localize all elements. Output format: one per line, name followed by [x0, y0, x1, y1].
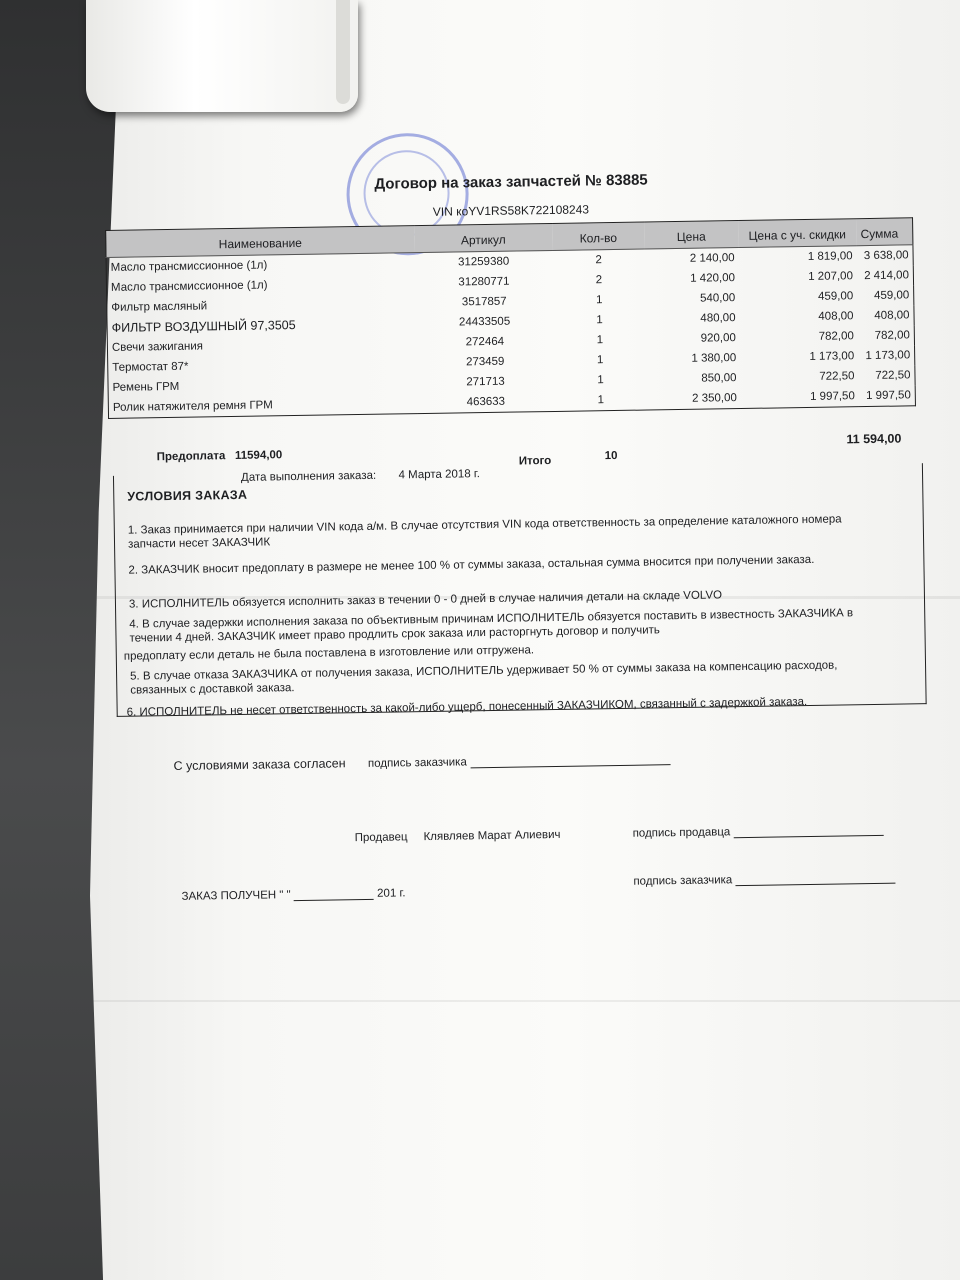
row-sum: 782,00 — [858, 325, 915, 346]
row-name: Свечи зажигания — [107, 333, 416, 358]
row-name: Ремень ГРМ — [108, 373, 417, 398]
row-price: 480,00 — [700, 312, 736, 325]
row-discount: 408,00 — [818, 310, 854, 323]
total-qty: 10 — [604, 449, 618, 463]
parts-table — [105, 217, 916, 419]
seller-label: Продавец — [354, 831, 408, 845]
customer-sign2-label: подпись заказчика — [633, 874, 733, 888]
date-label: Дата выполнения заказа: — [240, 469, 377, 484]
row-price: 2 350,00 — [647, 388, 741, 410]
received-label: ЗАКАЗ ПОЛУЧЕН " " — [181, 889, 291, 903]
header-sum: Сумма — [856, 218, 913, 246]
prepayment — [157, 449, 283, 463]
row-price: 1 380,00 — [691, 352, 737, 365]
condition-5: 5. В случае отказа ЗАКАЗЧИКА от получения заказа, ИСПОЛНИТЕЛЬ удерживает 50 % от суммы заказа на компенсацию расходов, связанных с доставкой заказа. — [130, 659, 838, 697]
seller-sign-label: подпись продавца — [632, 826, 731, 840]
total-label: Итого — [518, 455, 552, 468]
row-name: Масло трансмиссионное (1л) — [106, 273, 415, 298]
row-price: 2 140,00 — [689, 252, 735, 265]
row-article: 273459 — [465, 355, 505, 369]
order-document — [104, 147, 956, 930]
header-article: Артикул — [414, 223, 552, 252]
condition-6: 6. ИСПОЛНИТЕЛЬ не несет ответственность за какой-либо ущерб, понесенный ЗАКАЗЧИКОМ, связанный с задержкой заказа. — [126, 696, 808, 719]
vin-label: VIN ко — [432, 204, 469, 219]
row-article: 272464 — [465, 335, 505, 349]
prepayment-label: Предоплата — [156, 450, 226, 464]
condition-2: 2. ЗАКАЗЧИК вносит предоплату в размере не менее 100 % от суммы заказа, остальная сумма вносится при получении заказа. — [128, 553, 815, 577]
row-sum: 459,00 — [857, 285, 914, 306]
seller-name: Клявляев Марат Алиевич — [423, 828, 561, 844]
row-price: 1 420,00 — [690, 272, 736, 285]
header-discount: Цена с уч. скидки — [738, 219, 856, 248]
row-discount: 459,00 — [817, 290, 854, 303]
row-name: Масло трансмиссионное (1л) — [106, 253, 415, 278]
row-sum: 408,00 — [857, 305, 914, 326]
order-received — [181, 887, 405, 903]
row-discount: 782,00 — [818, 330, 854, 343]
agree-text: С условиями заказа согласен — [173, 756, 346, 773]
customer-sign-label: подпись заказчика — [367, 756, 467, 770]
condition-3: 3. ИСПОЛНИТЕЛЬ обязуется исполнить заказ в течении 0 - 0 дней в случае наличия детали на складе VOLVO — [128, 589, 723, 611]
row-article: 31259380 — [457, 255, 510, 269]
row-discount: 1 207,00 — [808, 270, 854, 283]
prepayment-value: 11594,00 — [234, 449, 283, 462]
row-sum: 1 997,50 — [859, 385, 916, 406]
customer-sign-line — [470, 764, 670, 768]
row-sum: 1 173,00 — [858, 345, 915, 366]
document-title: Договор на заказ запчастей № 83885 — [374, 171, 648, 193]
row-qty: 1 — [596, 354, 604, 367]
row-article: 463633 — [417, 391, 555, 414]
condition-4: 4. В случае задержки исполнения заказа по объективным причинам ИСПОЛНИТЕЛЬ обязуется поставить в известность ЗАКАЗЧИКА в течении 4 дней. ЗАКАЗЧИК имеет право продлить срок заказа или расторгнуть договор и получить — [129, 607, 854, 645]
row-qty: 1 — [555, 390, 647, 412]
header-name: Наименование — [106, 226, 415, 258]
condition-4-continued: предоплату если деталь не была поставлена в изготовление или отгружена. — [123, 644, 535, 663]
row-sum: 722,50 — [858, 365, 915, 386]
row-sum: 3 638,00 — [856, 245, 913, 266]
seller-sign-line — [734, 835, 884, 838]
seller-sign — [633, 824, 884, 840]
row-qty: 2 — [595, 274, 603, 287]
condition-1: 1. Заказ принимается при наличии VIN кода а/м. В случае отсутствия VIN кода ответственность за определение каталожного номера запчасти несет ЗАКАЗЧИК — [127, 513, 842, 551]
total-sum: 11 594,00 — [846, 431, 902, 447]
row-qty: 2 — [595, 254, 602, 267]
seller-line — [355, 829, 561, 844]
row-article: 3517857 — [461, 295, 507, 309]
row-name: ФИЛЬТР ВОЗДУШНЫЙ 97,3505 — [107, 313, 416, 338]
row-discount: 722,50 — [819, 370, 855, 383]
received-date-line — [294, 899, 374, 901]
receipt-roll — [86, 0, 358, 112]
row-article: 271713 — [466, 375, 505, 389]
fold-line — [90, 1000, 960, 1002]
customer-sign2-line — [736, 883, 896, 887]
header-qty: Кол-во — [552, 222, 644, 250]
row-discount: 1 997,50 — [741, 386, 859, 408]
date-value: 4 Марта 2018 г. — [398, 468, 480, 482]
row-price: 850,00 — [701, 372, 737, 385]
row-sum: 2 414,00 — [857, 265, 914, 286]
row-qty: 1 — [596, 334, 604, 347]
row-article: 24433505 — [458, 315, 511, 329]
row-qty: 1 — [596, 314, 603, 327]
row-price: 540,00 — [699, 292, 736, 305]
row-name: Термостат 87* — [108, 353, 417, 378]
received-year: 201 г. — [377, 887, 406, 900]
row-qty: 1 — [597, 374, 604, 387]
row-discount: 1 173,00 — [809, 350, 855, 363]
row-article: 31280771 — [458, 275, 510, 289]
row-name: Фильтр масляный — [107, 293, 416, 318]
vin-value: YV1RS58K722108243 — [468, 202, 590, 219]
row-discount: 1 819,00 — [807, 250, 853, 263]
conditions-title: УСЛОВИЯ ЗАКАЗА — [127, 487, 248, 504]
row-name: Ролик натяжителя ремня ГРМ — [108, 393, 417, 418]
vin-line — [433, 202, 589, 218]
customer-sign-bottom — [633, 872, 895, 888]
row-price: 920,00 — [700, 332, 736, 345]
row-qty: 1 — [595, 294, 603, 307]
agreement-line — [173, 751, 670, 773]
header-price: Цена — [644, 221, 738, 249]
